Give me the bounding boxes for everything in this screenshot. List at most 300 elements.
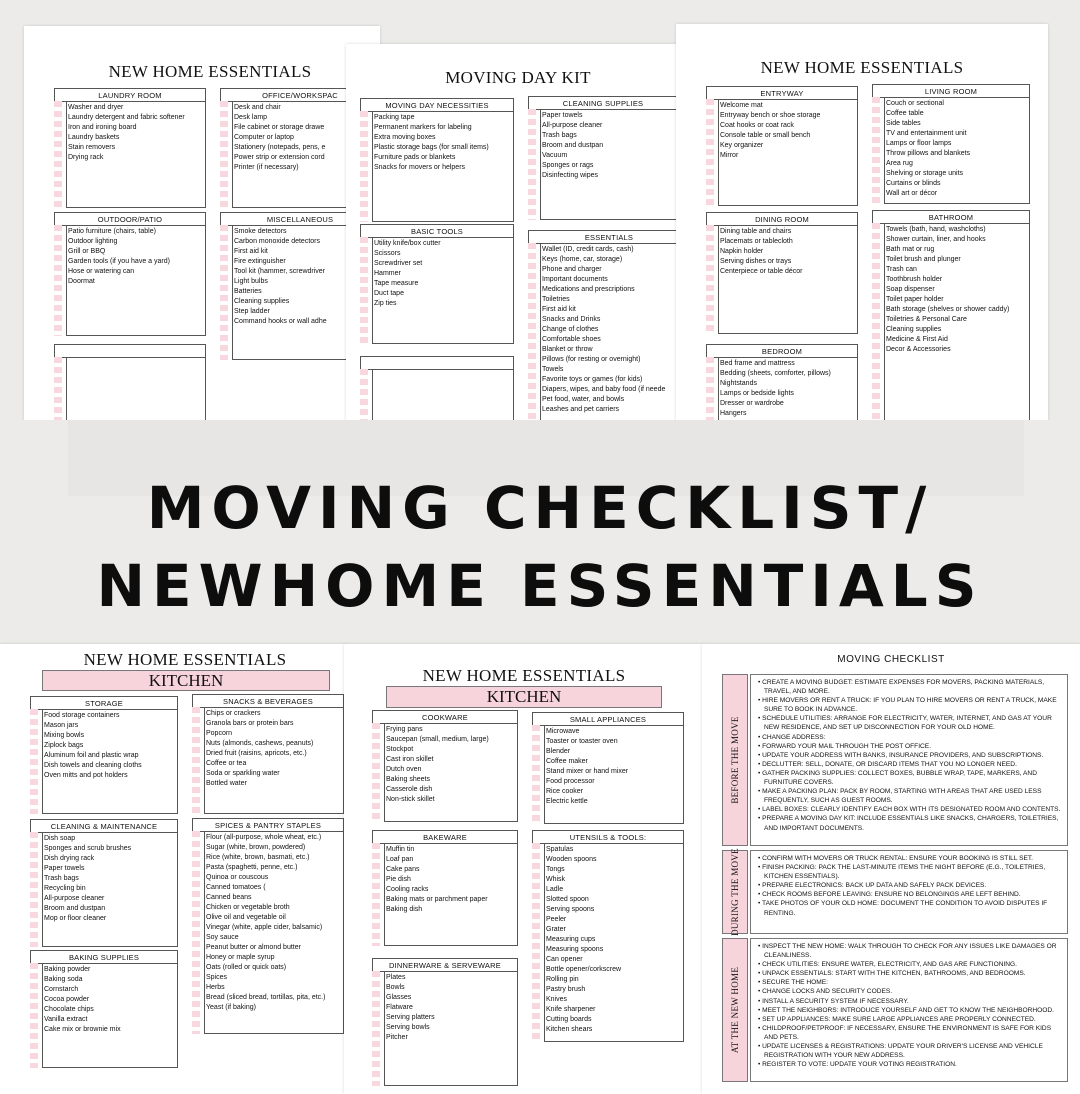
checklist-item: Hangers (720, 410, 747, 417)
checklist-item: Pastry brush (546, 986, 586, 993)
checklist-item: Recycling bin (44, 885, 86, 892)
checklist-item: Oats (rolled or quick oats) (206, 964, 287, 971)
checklist-item: Vanilla extract (44, 1016, 88, 1023)
page-moving-day-kit (346, 44, 690, 464)
page-title: NEW HOME ESSENTIALS (760, 58, 964, 77)
checklist-item: Paper towels (542, 112, 583, 119)
checklist-outdoor-patio (54, 212, 206, 336)
checklist-item: Bath storage (shelves or shower caddy) (886, 306, 1010, 313)
checklist-item: Napkin holder (720, 248, 764, 255)
checklist-item: Honey or maple syrup (206, 954, 275, 961)
page-kitchen-2 (344, 644, 704, 1094)
checklist-item: All-purpose cleaner (542, 122, 603, 129)
checklist-item: Snacks and Drinks (542, 316, 601, 323)
checklist-item: Phone and charger (542, 266, 602, 273)
checklist-item: Area rug (886, 160, 913, 167)
checklist-item: Power strip or extension cord (234, 154, 325, 161)
checklist-item: Bowls (386, 984, 405, 991)
section-label: AT THE NEW HOME (730, 966, 740, 1054)
checklist-item: Cornstarch (44, 986, 79, 993)
item-list (386, 725, 518, 805)
checklist-item: Measuring spoons (546, 946, 604, 953)
checklist-item: Sponges and scrub brushes (44, 845, 132, 852)
checklist-small-appliances (532, 712, 684, 824)
item-list (546, 727, 684, 807)
checklist-item: Loaf pan (386, 856, 414, 863)
checklist-cleaning-supplies (528, 96, 678, 220)
checklist-item: Mixing bowls (44, 732, 85, 739)
title-banner (0, 420, 1080, 645)
box-header: OUTDOOR/PATIO (54, 212, 206, 226)
checklist-item: Placemats or tablecloth (720, 238, 793, 245)
checklist-item: Olive oil and vegetable oil (206, 914, 286, 921)
checklist-item: Coffee maker (546, 758, 588, 765)
task-item: • FORWARD YOUR MAIL THROUGH THE POST OFFICE. (755, 742, 1063, 751)
task-item: • TAKE PHOTOS OF YOUR OLD HOME: DOCUMENT THE CONDITION TO AVOID DISPUTES IF RENTING. (755, 899, 1063, 917)
checklist-item: Snacks for movers or helpers (374, 164, 466, 171)
task-item: • PREPARE ELECTRONICS: BACK UP DATA AND SAFELY PACK DEVICES. (755, 881, 1063, 890)
checklist-item: Plastic storage bags (for small items) (374, 144, 489, 151)
task-item: • MEET THE NEIGHBORS: INTRODUCE YOURSELF AND GET TO KNOW THE NEIGHBORHOOD. (755, 1006, 1063, 1015)
checklist-item: Stockpot (386, 746, 414, 753)
task-item: • HIRE MOVERS OR RENT A TRUCK: IF YOU PLAN TO HIRE MOVERS OR RENT A TRUCK, MAKE SURE TO BOOK IN ADVANCE. (755, 696, 1063, 714)
checklist-item: Blender (546, 748, 571, 755)
box-header: BEDROOM (706, 344, 858, 358)
checklist-item: Towels (542, 366, 564, 373)
checklist-item: File cabinet or storage drawe (234, 124, 325, 131)
checklist-item: Pet food, water, and bowls (542, 396, 625, 403)
checklist-item: Baking powder (44, 966, 91, 973)
checklist-item: Serving bowls (386, 1024, 430, 1031)
section-during-the-move (722, 850, 1068, 934)
checklist-item: Duct tape (374, 290, 404, 297)
item-list (206, 709, 344, 789)
checklist-item: Furniture pads or blankets (374, 154, 456, 161)
checklist-item: Hammer (374, 270, 401, 277)
page-title: NEW HOME ESSENTIALS (422, 666, 626, 685)
section-label: BEFORE THE MOVE (730, 716, 740, 804)
checklist-item: Spices (206, 974, 228, 981)
item-list (44, 834, 178, 924)
checklist-item: Toiletries (542, 296, 570, 303)
task-item: • UPDATE YOUR ADDRESS WITH BANKS, INSURANCE PROVIDERS, AND SUBSCRIPTIONS. (755, 751, 1063, 760)
checklist-item: Diapers, wipes, and baby food (if neede (542, 386, 666, 393)
checklist-item: Measuring cups (546, 936, 596, 943)
checklist-item: Toilet brush and plunger (886, 256, 961, 263)
checklist-item: First aid kit (234, 248, 268, 255)
checklist-item: Washer and dryer (68, 104, 124, 111)
checklist-item: Baking sheets (386, 776, 430, 783)
item-list (886, 99, 1030, 199)
checklist-item: Important documents (542, 276, 608, 283)
checklist-item: Knives (546, 996, 568, 1003)
checklist-item: Vacuum (542, 152, 568, 159)
item-list (44, 965, 178, 1035)
checklist-item: Centerpiece or table décor (720, 268, 803, 275)
item-list (68, 227, 206, 287)
checklist-item: Shower curtain, liner, and hooks (886, 236, 986, 243)
task-item: • UNPACK ESSENTIALS: START WITH THE KITCHEN, BATHROOMS, AND BEDROOMS. (755, 969, 1063, 978)
checklist-item: Stand mixer or hand mixer (546, 768, 629, 775)
checklist-item: Computer or laptop (234, 134, 294, 141)
checklist-item: Food storage containers (44, 712, 120, 719)
item-list (374, 113, 514, 173)
checklist-item: Pitcher (386, 1034, 408, 1041)
checklist-item: Ziplock bags (44, 742, 84, 749)
checklist-item: Cake pans (386, 866, 420, 873)
checklist-item: Bottle opener/corkscrew (546, 966, 622, 973)
task-item: • DECLUTTER: SELL, DONATE, OR DISCARD ITEMS THAT YOU NO LONGER NEED. (755, 760, 1063, 769)
checklist-basic-tools (360, 224, 514, 344)
checklist-item: Toiletries & Personal Care (886, 316, 967, 323)
task-item: • INSPECT THE NEW HOME: WALK THROUGH TO CHECK FOR ANY ISSUES LIKE DAMAGES OR CLEANLINESS. (755, 942, 1063, 960)
checklist-item: Whisk (546, 876, 566, 883)
checklist-item: First aid kit (542, 306, 576, 313)
checklist-item: Bread (sliced bread, tortillas, pita, etc.) (206, 994, 326, 1001)
checklist-item: Blanket or throw (542, 346, 593, 353)
checklist-item: Favorite toys or games (for kids) (542, 376, 643, 383)
checklist-baking-supplies (30, 950, 178, 1068)
checklist-item: Mop or floor cleaner (44, 915, 107, 922)
checklist-item: Saucepan (small, medium, large) (386, 736, 489, 743)
checklist-item: Trash can (886, 266, 917, 273)
checklist-item: Slotted spoon (546, 896, 589, 903)
checklist-item: Grater (546, 926, 566, 933)
checklist-item: Paper towels (44, 865, 85, 872)
checklist-item: Lamps or bedside lights (720, 390, 794, 397)
checklist-item: Casserole dish (386, 786, 433, 793)
checklist-item: Permanent markers for labeling (374, 124, 472, 131)
checklist-snacks-beverages (192, 694, 344, 814)
checklist-item: Towels (bath, hand, washcloths) (886, 226, 986, 233)
checklist-item: Bottled water (206, 780, 247, 787)
checklist-item: Zip ties (374, 300, 397, 307)
checklist-item: Non-stick skillet (386, 796, 435, 803)
box-header: COOKWARE (372, 710, 518, 724)
checklist-item: Plates (386, 974, 406, 981)
checklist-item: Soda or sparkling water (206, 770, 280, 777)
checklist-item: Trash bags (542, 132, 577, 139)
checklist-item: Fire extinguisher (234, 258, 286, 265)
checklist-item: Kitchen shears (546, 1026, 593, 1033)
checklist-item: Chips or crackers (206, 710, 261, 717)
task-item: • CHANGE LOCKS AND SECURITY CODES. (755, 987, 1063, 996)
task-item: • CHECK UTILITIES: ENSURE WATER, ELECTRICITY, AND GAS ARE FUNCTIONING. (755, 960, 1063, 969)
checklist-item: Throw pillows and blankets (886, 150, 971, 157)
checklist-bakeware (372, 830, 518, 946)
checklist-item: Frying pans (386, 726, 423, 733)
section-before-the-move (722, 674, 1068, 846)
item-list (542, 111, 678, 181)
checklist-utensils-tools (532, 830, 684, 1042)
box-header: CLEANING SUPPLIES (528, 96, 678, 110)
checklist-living-room (872, 84, 1030, 204)
checklist-item: Cleaning supplies (886, 326, 942, 333)
checklist-item: Carbon monoxide detectors (234, 238, 320, 245)
box-header: MISCELLANEOUS (220, 212, 380, 226)
checklist-item: Comfortable shoes (542, 336, 601, 343)
task-item: • LABEL BOXES: CLEARLY IDENTIFY EACH BOX WITH ITS DESIGNATED ROOM AND CONTENTS. (755, 805, 1063, 814)
checklist-dinnerware-serveware (372, 958, 518, 1086)
checklist-item: Printer (if necessary) (234, 164, 299, 171)
banner-line-1: MOVING CHECKLIST/ (146, 474, 934, 542)
task-item: • SECURE THE HOME: (755, 978, 1063, 987)
checklist-item: Serving spoons (546, 906, 595, 913)
task-item: • UPDATE LICENSES & REGISTRATIONS: UPDATE YOUR DRIVER'S LICENSE AND VEHICLE REGISTRATION WITH YOUR NEW ADDRESS. (755, 1042, 1063, 1060)
checklist-item: Rolling pin (546, 976, 579, 983)
box-header: OFFICE/WORKSPAC (220, 88, 380, 102)
item-list (546, 845, 684, 1035)
checklist-item: Flour (all-purpose, whole wheat, etc.) (206, 834, 322, 841)
checklist-item: Serving dishes or trays (720, 258, 792, 265)
checklist-item: Patio furniture (chairs, table) (68, 228, 156, 235)
box-header: ENTRYWAY (706, 86, 858, 100)
checklist-item: Sponges or rags (542, 162, 594, 169)
checklist-item: Medicine & First Aid (886, 336, 948, 343)
task-item: • INSTALL A SECURITY SYSTEM IF NECESSARY. (755, 997, 1063, 1006)
checklist-item: Coffee table (886, 110, 924, 117)
checklist-item: Coat hooks or coat rack (720, 122, 794, 129)
checklist-item: Canned beans (206, 894, 252, 901)
checklist-item: Console table or small bench (720, 132, 811, 139)
checklist-item: Packing tape (374, 114, 415, 121)
checklist-item: Glasses (386, 994, 412, 1001)
checklist-item: Cake mix or brownie mix (44, 1026, 121, 1033)
checklist-item: Welcome mat (720, 102, 763, 109)
page-moving-checklist (702, 644, 1080, 1094)
checklist-item: Electric kettle (546, 798, 588, 805)
checklist-item: Lamps or floor lamps (886, 140, 952, 147)
checklist-item: Quinoa or couscous (206, 874, 269, 881)
page-title: MOVING DAY KIT (445, 68, 591, 87)
checklist-item: Granola bars or protein bars (206, 720, 294, 727)
checklist-item: Cooling racks (386, 886, 429, 893)
checklist-item: Laundry detergent and fabric softener (68, 114, 185, 121)
checklist-item: Hose or watering can (68, 268, 135, 275)
checklist-item: Desk and chair (234, 104, 281, 111)
checklist-item: Shelving or storage units (886, 170, 964, 177)
checklist-item: Food processor (546, 778, 595, 785)
checklist-item: Screwdriver set (374, 260, 423, 267)
checklist-item: Garden tools (if you have a yard) (68, 258, 170, 265)
box-header: DINING ROOM (706, 212, 858, 226)
box-header: CLEANING & MAINTENANCE (30, 819, 178, 833)
checklist-item: Wall art or décor (886, 190, 938, 197)
checklist-item: Doormat (68, 278, 95, 285)
box-header: DINNERWARE & SERVEWARE (372, 958, 518, 972)
box-header: BATHROOM (872, 210, 1030, 224)
checklist-item: Iron and ironing board (68, 124, 137, 131)
checklist-item: Cast iron skillet (386, 756, 434, 763)
task-item: • CHANGE ADDRESS: (755, 733, 1063, 742)
checklist-item: Broom and dustpan (542, 142, 604, 149)
checklist-item: Step ladder (234, 308, 270, 315)
checklist-storage (30, 696, 178, 814)
checklist-item: Mirror (720, 152, 739, 159)
task-item: • CREATE A MOVING BUDGET: ESTIMATE EXPENSES FOR MOVERS, PACKING MATERIALS, TRAVEL, AND MORE. (755, 678, 1063, 696)
checklist-item: All-purpose cleaner (44, 895, 105, 902)
checklist-cookware (372, 710, 518, 822)
box-header: SNACKS & BEVERAGES (192, 694, 344, 708)
item-list (206, 833, 344, 1013)
checklist-item: Cutting boards (546, 1016, 592, 1023)
checklist-moving-day-necessities (360, 98, 514, 222)
checklist-item: Medications and prescriptions (542, 286, 635, 293)
checklist-item: Toilet paper holder (886, 296, 944, 303)
checklist-item: Baking dish (386, 906, 423, 913)
box-header: SMALL APPLIANCES (532, 712, 684, 726)
task-list (750, 938, 1068, 1082)
box-header: BASIC TOOLS (360, 224, 514, 238)
box-header: BAKING SUPPLIES (30, 950, 178, 964)
box-header: SPICES & PANTRY STAPLES (192, 818, 344, 832)
checklist-item: Stationery (notepads, pens, e (234, 144, 326, 151)
checklist-item: Dresser or wardrobe (720, 400, 784, 407)
checklist-item: Pie dish (386, 876, 411, 883)
item-list (386, 973, 518, 1043)
checklist-item: Oven mitts and pot holders (44, 772, 128, 779)
checklist-spices-pantry (192, 818, 344, 1034)
checklist-item: Rice (white, brown, basmati, etc.) (206, 854, 310, 861)
task-item: • CHILDPROOF/PETPROOF: IF NECESSARY, ENSURE THE ENVIRONMENT IS SAFE FOR KIDS AND PETS. (755, 1024, 1063, 1042)
checklist-item: Tongs (546, 866, 565, 873)
checklist-item: Wallet (ID, credit cards, cash) (542, 246, 634, 253)
task-item: • MAKE A PACKING PLAN: PACK BY ROOM, STARTING WITH AREAS THAT ARE USED LESS FREQUENTLY, SUCH AS GUEST ROOMS. (755, 787, 1063, 805)
item-list (542, 245, 690, 415)
checklist-item: Coffee or tea (206, 760, 247, 767)
task-list (750, 850, 1068, 934)
checklist-item: Flatware (386, 1004, 413, 1011)
checklist-item: Aluminum foil and plastic wrap (44, 752, 139, 759)
checklist-item: Grill or BBQ (68, 248, 106, 255)
checklist-item: Soap dispenser (886, 286, 935, 293)
checklist-item: Broom and dustpan (44, 905, 106, 912)
checklist-item: Utility knife/box cutter (374, 240, 441, 247)
checklist-item: TV and entertainment unit (886, 130, 967, 137)
item-list (68, 103, 206, 163)
checklist-item: Baking soda (44, 976, 83, 983)
checklist-item: Popcorn (206, 730, 233, 737)
page-subtitle: KITCHEN (386, 686, 662, 708)
checklist-item: Dish soap (44, 835, 76, 842)
checklist-item: Entryway bench or shoe storage (720, 112, 821, 119)
checklist-item: Side tables (886, 120, 921, 127)
checklist-item: Sugar (white, brown, powdered) (206, 844, 306, 851)
checklist-item: Dried fruit (raisins, apricots, etc.) (206, 750, 307, 757)
section-label: DURING THE MOVE (730, 848, 740, 936)
checklist-item: Dining table and chairs (720, 228, 792, 235)
checklist-item: Can opener (546, 956, 583, 963)
box-header: MOVING DAY NECESSITIES (360, 98, 514, 112)
box-header: LAUNDRY ROOM (54, 88, 206, 102)
checklist-cleaning-maintenance (30, 819, 178, 947)
box-header: BAKEWARE (372, 830, 518, 844)
task-list (750, 674, 1068, 846)
item-list (720, 227, 858, 277)
checklist-item: Change of clothes (542, 326, 599, 333)
checklist-item: Spatulas (546, 846, 574, 853)
task-item: • PREPARE A MOVING DAY KIT: INCLUDE ESSENTIALS LIKE SNACKS, CHARGERS, TOILETRIES, AND IMPORTANT DOCUMENTS. (755, 814, 1063, 832)
checklist-item: Cocoa powder (44, 996, 90, 1003)
section-at-the-new-home (722, 938, 1068, 1082)
task-item: • CHECK ROOMS BEFORE LEAVING: ENSURE NO BELONGINGS ARE LEFT BEHIND. (755, 890, 1063, 899)
checklist-item: Mason jars (44, 722, 79, 729)
checklist-item: Dish drying rack (44, 855, 95, 862)
page-title: NEW HOME ESSENTIALS (108, 62, 312, 81)
item-list (386, 845, 518, 915)
checklist-item: Peanut butter or almond butter (206, 944, 301, 951)
banner-line-2: NEWHOME ESSENTIALS (96, 552, 984, 620)
task-item: • GATHER PACKING SUPPLIES: COLLECT BOXES, BUBBLE WRAP, TAPE, MARKERS, AND FURNITURE COVERS. (755, 769, 1063, 787)
task-item: • FINISH PACKING: PACK THE LAST-MINUTE ITEMS THE NIGHT BEFORE (E.G., TOILETRIES, KITCHEN ESSENTIALS). (755, 863, 1063, 881)
checklist-item: Soy sauce (206, 934, 239, 941)
checklist-item: Trash bags (44, 875, 79, 882)
checklist-item: Yeast (if baking) (206, 1004, 256, 1011)
checklist-item: Bedding (sheets, comforter, pillows) (720, 370, 831, 377)
checklist-item: Pasta (spaghetti, penne, etc.) (206, 864, 298, 871)
checklist-item: Chicken or vegetable broth (206, 904, 290, 911)
item-list (44, 711, 178, 781)
item-list (886, 225, 1030, 355)
checklist-item: Drying rack (68, 154, 104, 161)
checklist-item: Muffin tin (386, 846, 415, 853)
box-header: UTENSILS & TOOLS: (532, 830, 684, 844)
checklist-item: Curtains or blinds (886, 180, 941, 187)
checklist-item: Desk lamp (234, 114, 268, 121)
checklist-item: Laundry baskets (68, 134, 120, 141)
checklist-item: Cleaning supplies (234, 298, 290, 305)
page-subtitle: KITCHEN (42, 670, 330, 691)
checklist-item: Dish towels and cleaning cloths (44, 762, 142, 769)
checklist-item: Chocolate chips (44, 1006, 94, 1013)
checklist-item: Rice cooker (546, 788, 583, 795)
checklist-item: Nuts (almonds, cashews, peanuts) (206, 740, 314, 747)
page-kitchen-1 (0, 644, 346, 1094)
task-item: • CONFIRM WITH MOVERS OR TRUCK RENTAL: ENSURE YOUR BOOKING IS STILL SET. (755, 854, 1063, 863)
task-item: • SCHEDULE UTILITIES: ARRANGE FOR ELECTRICITY, WATER, INTERNET, AND GAS AT YOUR NEW RESIDENCE, AND SET UP DISCONNECTION FOR YOUR OLD HOME. (755, 714, 1063, 732)
checklist-item: Toaster or toaster oven (546, 738, 618, 745)
checklist-item: Smoke detectors (234, 228, 287, 235)
checklist-dining-room (706, 212, 858, 334)
checklist-item: Disinfecting wipes (542, 172, 599, 179)
page-title: NEW HOME ESSENTIALS (83, 650, 287, 669)
checklist-item: Batteries (234, 288, 262, 295)
checklist-item: Extra moving boxes (374, 134, 436, 141)
checklist-item: Dutch oven (386, 766, 422, 773)
box-header: STORAGE (30, 696, 178, 710)
checklist-item: Herbs (206, 984, 225, 991)
checklist-item: Bath mat or rug (886, 246, 935, 253)
checklist-item: Vinegar (white, apple cider, balsamic) (206, 924, 323, 931)
checklist-item: Key organizer (720, 142, 764, 149)
checklist-item: Baking mats or parchment paper (386, 896, 488, 903)
page-title: MOVING CHECKLIST (837, 654, 945, 665)
box-header: ESSENTIALS (528, 230, 690, 244)
box-header: LIVING ROOM (872, 84, 1030, 98)
checklist-item: Nightstands (720, 380, 757, 387)
checklist-item: Decor & Accessories (886, 346, 951, 353)
checklist-item: Pillows (for resting or overnight) (542, 356, 641, 363)
checklist-entryway (706, 86, 858, 206)
checklist-item: Leashes and pet carriers (542, 406, 620, 413)
checklist-item: Keys (home, car, storage) (542, 256, 623, 263)
item-list (720, 101, 858, 161)
task-item: • REGISTER TO VOTE: UPDATE YOUR VOTING REGISTRATION. (755, 1060, 1063, 1069)
checklist-item: Light bulbs (234, 278, 268, 285)
checklist-item: Outdoor lighting (68, 238, 118, 245)
checklist-item: Knife sharpener (546, 1006, 596, 1013)
checklist-item: Ladle (546, 886, 564, 893)
